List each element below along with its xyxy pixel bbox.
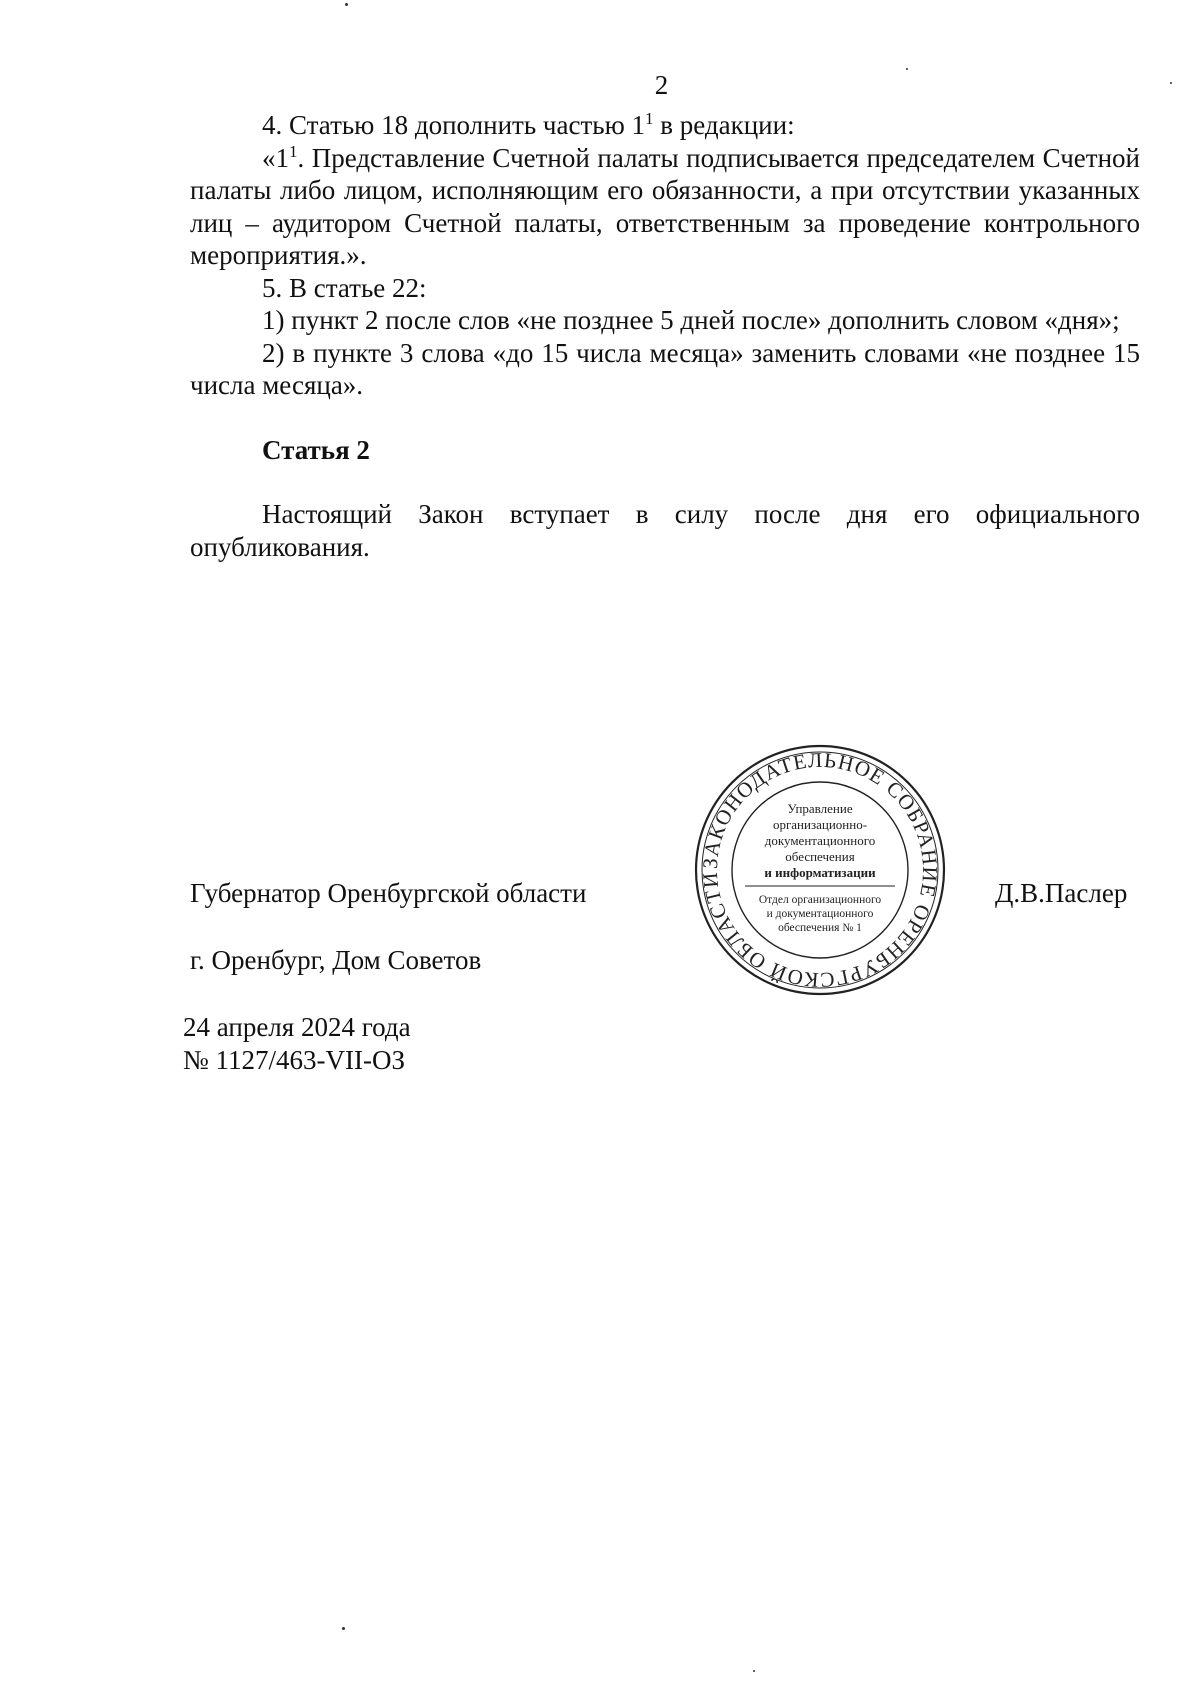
law-date-number [183, 1011, 411, 1077]
seal-line: документационного [764, 833, 876, 848]
governor-title: Губернатор Оренбургской области [190, 878, 587, 908]
article-2-text: Настоящий Закон вступает в силу после дня его официального опубликования. [190, 499, 1140, 562]
item-4: 4. Статью 18 дополнить частью $1^1$ в редакции: [262, 109, 795, 140]
seal-line: Управление [787, 801, 853, 816]
amendment-quote: «$1^1$. Представление Счетной палаты подписывается председателем Счетной палаты либо лицом, исполняющим его обязанности, а при отсутствии указанных лиц – аудитором Счетной палаты, ответственным за проведение контрольного мероприятия.». [190, 141, 1140, 270]
scan-speck [753, 1670, 755, 1672]
law-date: 24 апреля 2024 года [183, 1012, 411, 1042]
document-body [190, 109, 1140, 563]
scan-speck [1170, 82, 1172, 84]
scan-speck [342, 1627, 345, 1630]
sub-item-1: 1) пункт 2 после слов «не позднее 5 дней после» дополнить словом «дня»; [262, 305, 1120, 335]
article-2-heading: Статья 2 [262, 434, 370, 465]
sub-item-2: 2) в пункте 3 слова «до 15 числа месяца» заменить словами «не позднее 15 числа месяца». [190, 337, 1140, 400]
seal-line: организационно- [772, 817, 868, 832]
scan-speck [345, 3, 348, 6]
seal-line: и информатизации [764, 865, 876, 880]
page-number: 2 [654, 70, 669, 100]
signing-place: г. Оренбург, Дом Советов [190, 945, 482, 975]
item-5: 5. В статье 22: [262, 272, 427, 303]
seal-dept-line: обеспечения № 1 [778, 922, 862, 934]
official-seal [693, 743, 947, 997]
seal-outer-text: ЗАКОНОДАТЕЛЬНОЕ СОБРАНИЕ ОРЕНБУРГСКОЙ ОБЛАСТИ [697, 747, 943, 993]
seal-line: обеспечения [785, 849, 855, 864]
law-number: № 1127/463-VII-ОЗ [183, 1045, 405, 1075]
scan-speck [906, 68, 908, 70]
governor-name: Д.В.Паслер [995, 878, 1128, 908]
seal-dept-line: Отдел организационного [758, 894, 882, 906]
seal-dept-line: и документационного [766, 908, 874, 920]
